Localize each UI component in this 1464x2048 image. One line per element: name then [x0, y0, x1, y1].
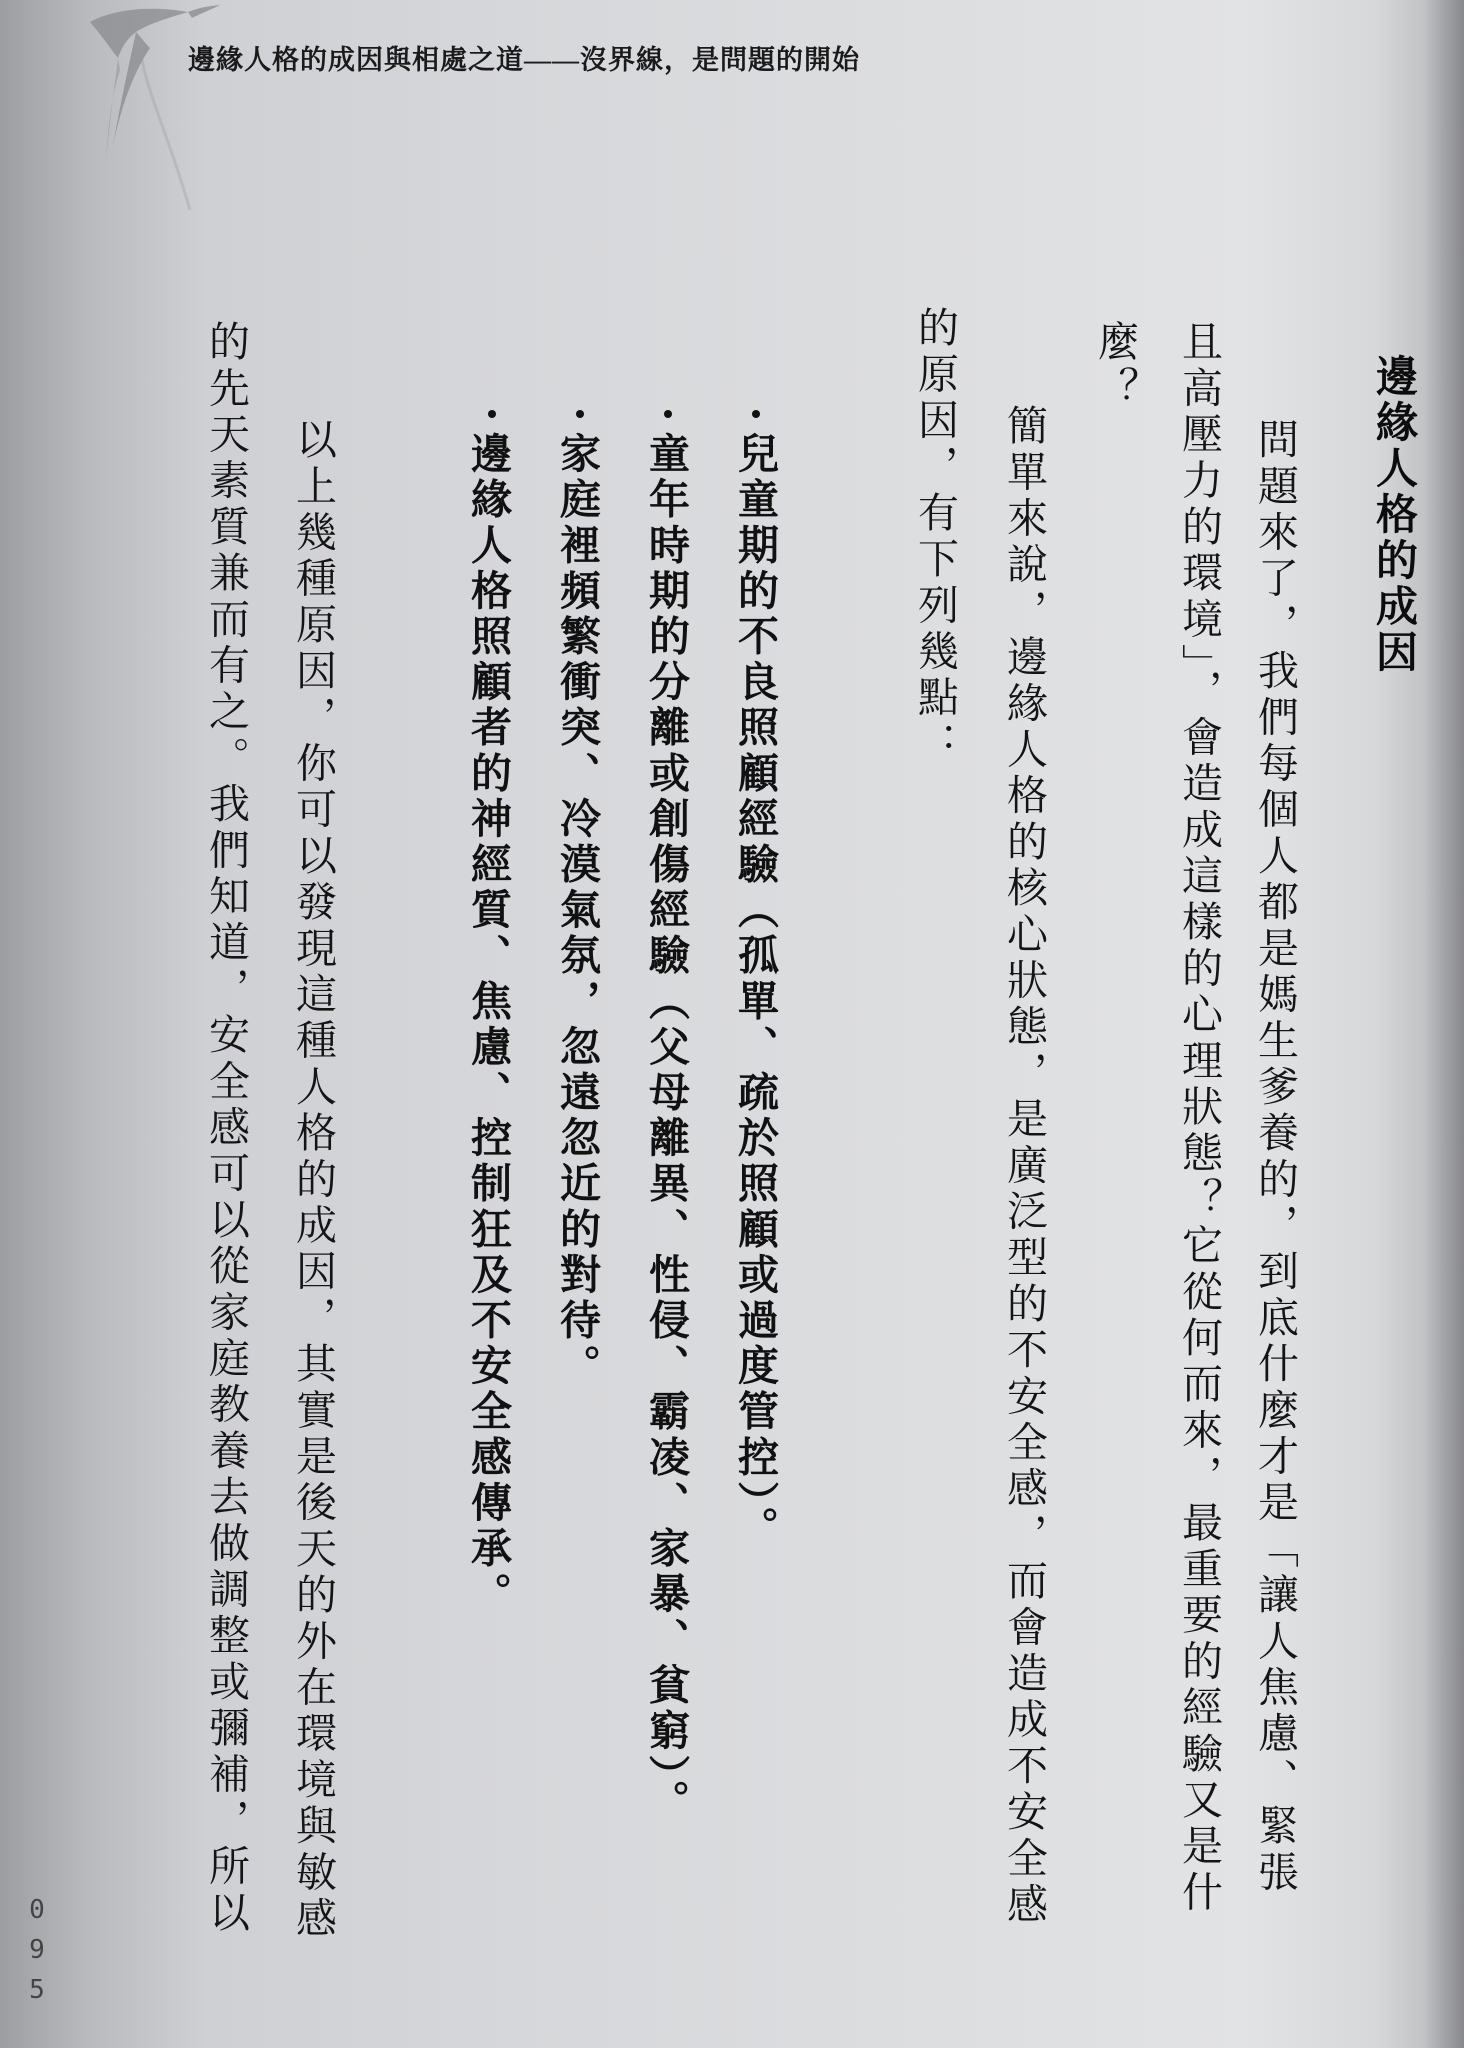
- running-header: 邊緣人格的成因與相處之道——沒界線，是問題的開始: [188, 45, 860, 75]
- bullet-marker: [576, 410, 584, 418]
- paragraph-column: 簡單來說，邊緣人格的核心狀態，是廣泛型的不安全感，而會造成不安全感: [1000, 404, 1048, 1929]
- bullet-marker: [488, 410, 496, 418]
- page-number: 095: [22, 1895, 52, 2015]
- paragraph-column: 麼？: [1091, 320, 1139, 413]
- paragraph-column: 問題來了，我們每個人都是媽生爹養的，到底什麼才是「讓人焦慮、緊張: [1251, 418, 1299, 1897]
- bullet-marker: [752, 410, 760, 418]
- paragraph-column: 的原因，有下列幾點：: [911, 306, 959, 768]
- hummingbird-icon: [70, 0, 240, 240]
- paragraph-column: 以上幾種原因，你可以發現這種人格的成因，其實是後天的外在環境與敏感: [289, 418, 337, 1943]
- book-spine-shadow: [1424, 0, 1464, 2048]
- bullet-item: 邊緣人格照顧者的神經質、焦慮、控制狂及不安全感傳承。: [464, 432, 512, 1618]
- bullet-item: 家庭裡頻繁衝突、冷漠氣氛，忽遠忽近的對待。: [553, 432, 601, 1390]
- bullet-item: 童年時期的分離或創傷經驗（父母離異、性侵、霸凌、家暴、貧窮）。: [642, 432, 690, 1826]
- bullet-item: 兒童期的不良照顧經驗（孤單、疏於照顧或過度管控）。: [731, 432, 779, 1552]
- paragraph-column: 且高壓力的環境」，會造成這樣的心理狀態？它從何而來，最重要的經驗又是什: [1175, 320, 1223, 1917]
- section-title: 邊緣人格的成因: [1370, 354, 1419, 676]
- bullet-marker: [664, 410, 672, 418]
- paragraph-column: 的先天素質兼而有之。我們知道，安全感可以從家庭教養去做調整或彌補，所以: [202, 320, 250, 1937]
